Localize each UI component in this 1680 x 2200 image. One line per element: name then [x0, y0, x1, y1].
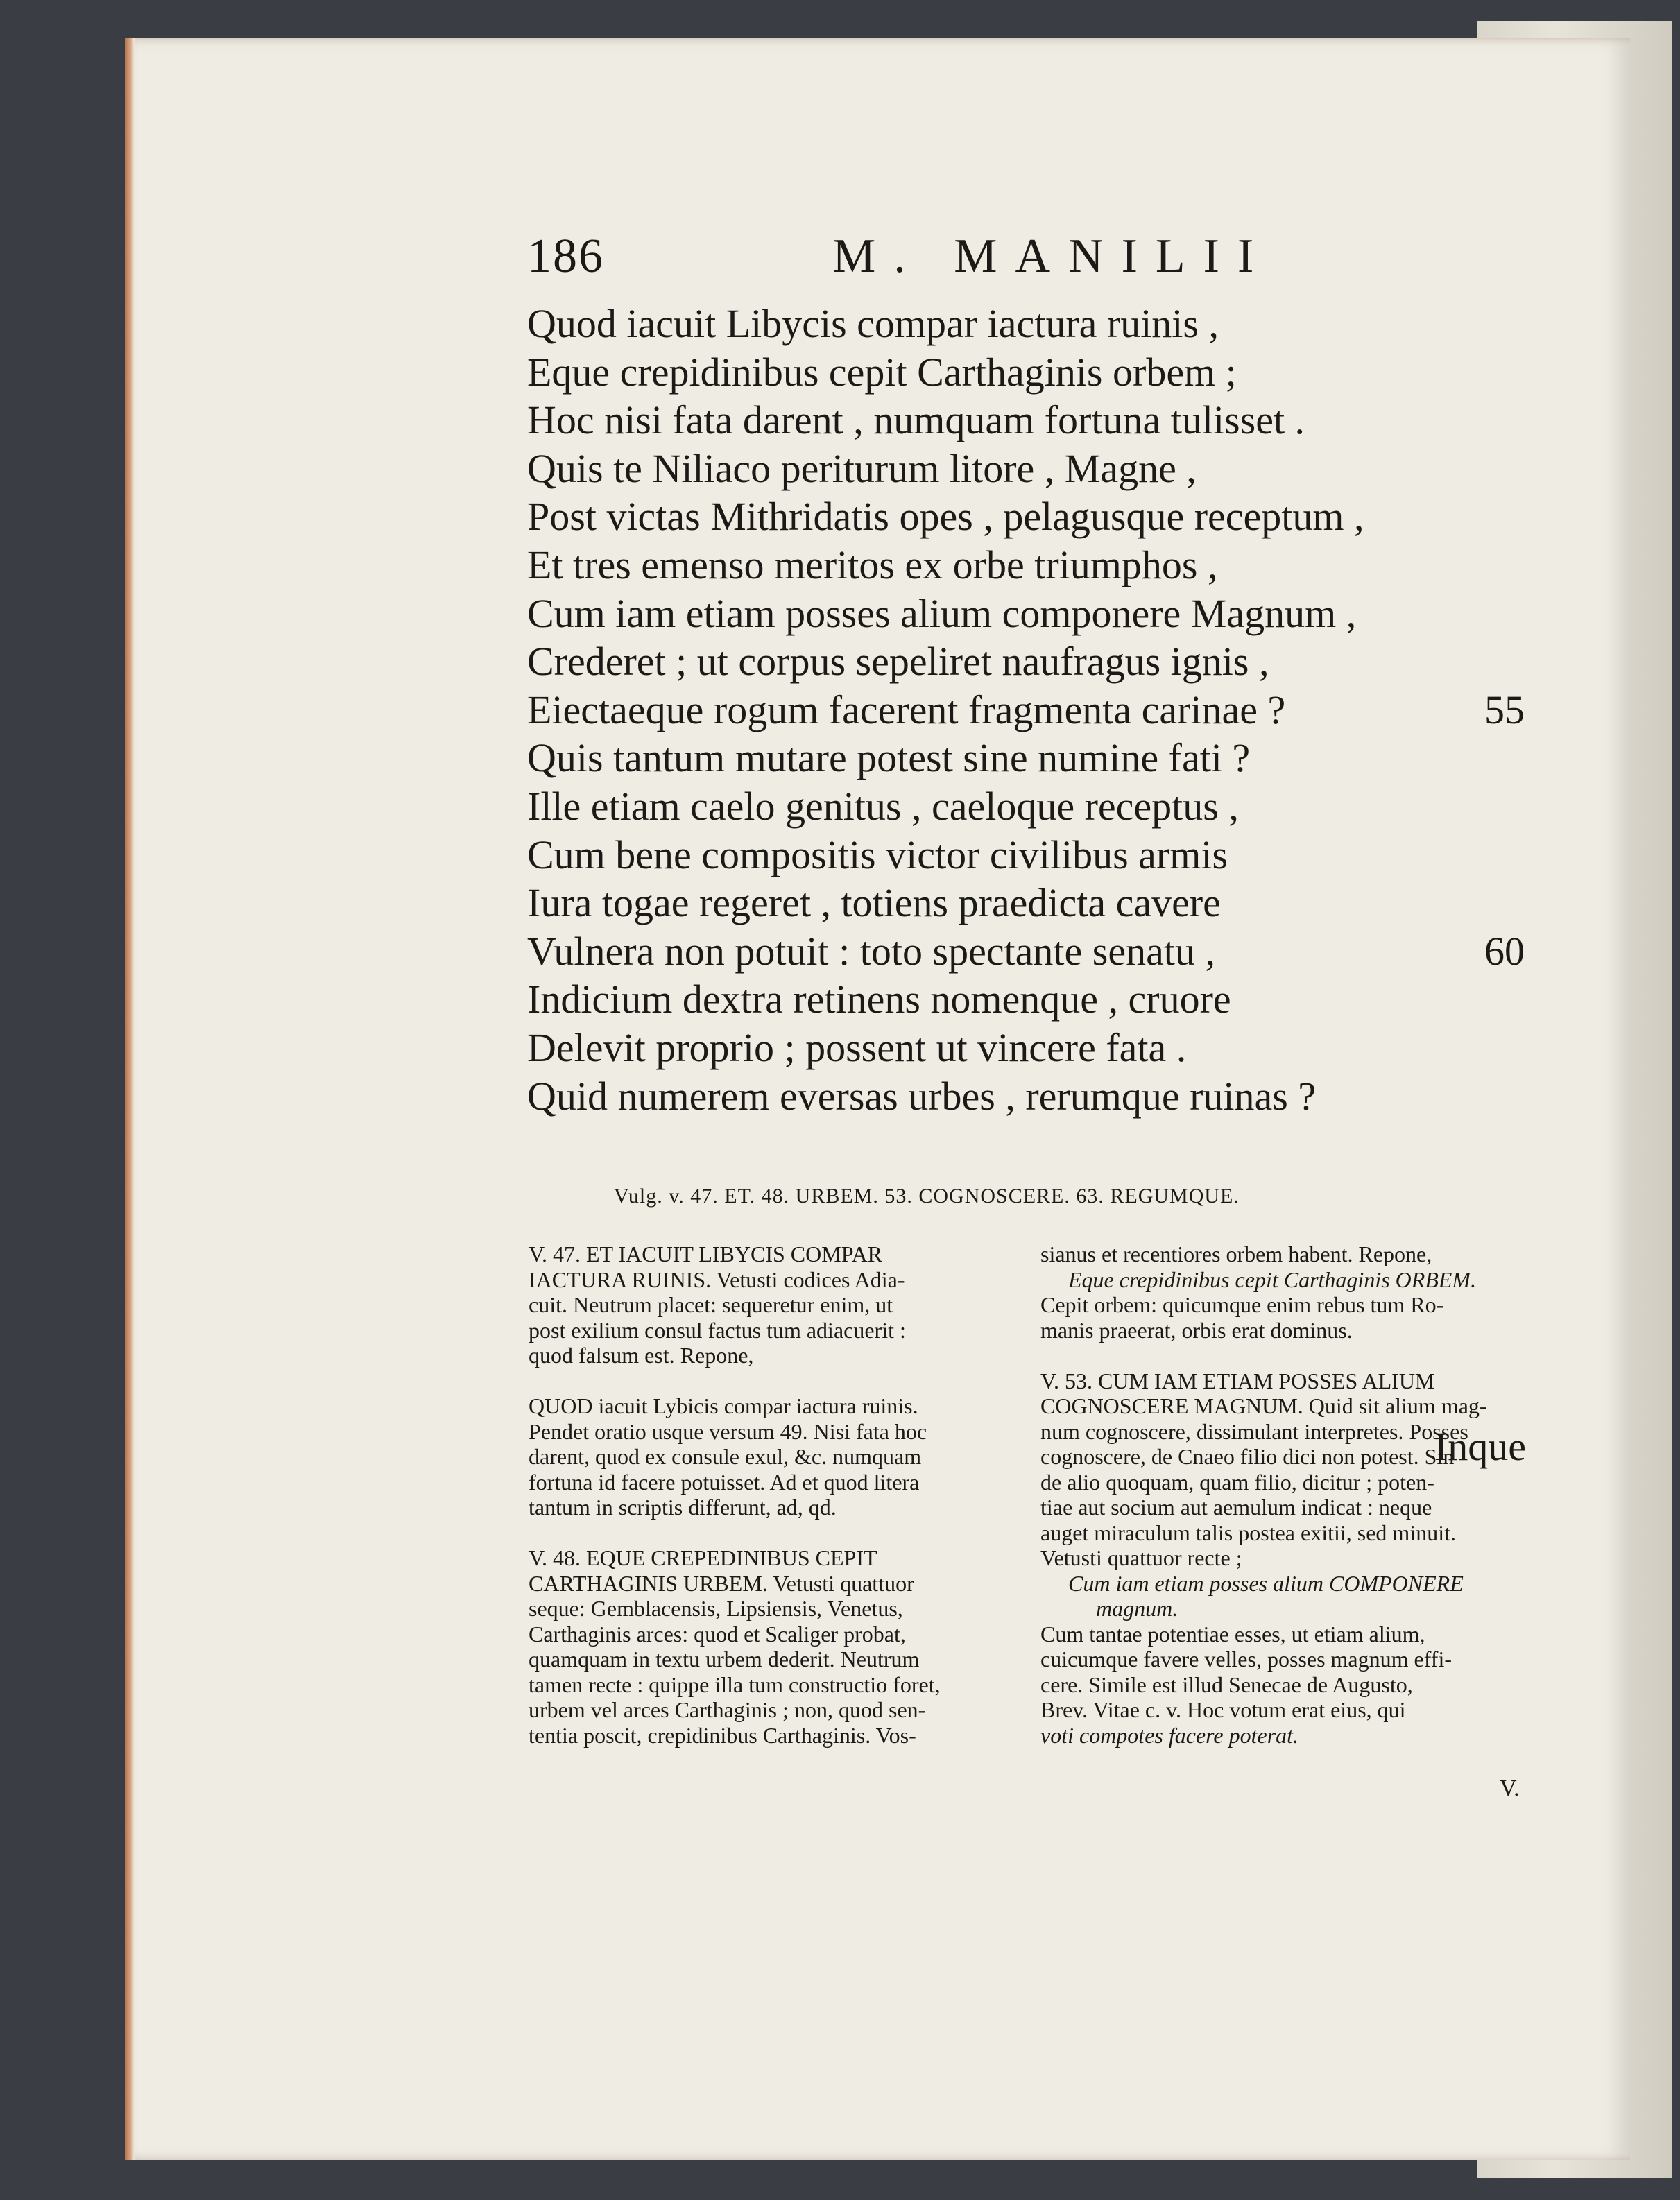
- verse-line: Quis tantum mutare potest sine numine fati ?: [527, 735, 1251, 781]
- note-line: quod falsum est. Repone,: [529, 1343, 754, 1368]
- note-line: Cum iam etiam posses alium COMPONERE: [1068, 1570, 1464, 1596]
- verse-line: Cum bene compositis victor civilibus armis: [527, 832, 1228, 877]
- verse-line: Vulnera non potuit : toto spectante senatu , 60: [527, 927, 1526, 976]
- note-line: sianus et recentiores orbem habent. Repone,: [1040, 1241, 1432, 1266]
- note-line: COGNOSCERE MAGNUM. Quid sit alium mag-: [1040, 1393, 1487, 1418]
- verse-line: Indicium dextra retinens nomenque , cruore: [527, 977, 1231, 1022]
- note-line: cere. Simile est illud Senecae de Augusto,: [1040, 1672, 1413, 1697]
- verse-line: Eiectaeque rogum facerent fragmenta carinae ? 55: [527, 686, 1526, 734]
- note-line: IACTURA RUINIS. Vetusti codices Adia-: [529, 1266, 905, 1292]
- note-line: QUOD iacuit Lybicis compar iactura ruinis.: [529, 1393, 918, 1418]
- note-line: Vetusti quattuor recte ;: [1040, 1545, 1242, 1570]
- note-line: de alio quoquam, quam filio, dicitur ; poten-: [1040, 1469, 1434, 1495]
- page-gutter-edge: [125, 38, 135, 2160]
- note-line: darent, quod ex consule exul, &c. numquam: [529, 1444, 922, 1469]
- line-number: 60: [1484, 928, 1525, 974]
- note-line: Cepit orbem: quicumque enim rebus tum Ro-: [1040, 1292, 1444, 1317]
- note-line: magnum.: [1096, 1596, 1178, 1621]
- note-line: V. 48. EQUE CREPEDINIBUS CEPIT: [529, 1545, 877, 1570]
- note-line: cognoscere, de Cnaeo filio dici non potest. Sin: [1040, 1444, 1455, 1469]
- note-line: tamen recte : quippe illa tum constructio foret,: [529, 1672, 941, 1697]
- note-line: Carthaginis arces: quod et Scaliger probat,: [529, 1621, 906, 1647]
- verse-line: Post victas Mithridatis opes , pelagusque receptum ,: [527, 494, 1364, 540]
- note-line: Brev. Vitae c. v. Hoc votum erat eius, qui: [1040, 1697, 1406, 1722]
- note-line: CARTHAGINIS URBEM. Vetusti quattuor: [529, 1570, 914, 1596]
- note-line: tentia poscit, crepidinibus Carthaginis. Vos-: [529, 1722, 916, 1748]
- note-line: num cognoscere, dissimulant interpretes. Posses: [1040, 1418, 1468, 1444]
- verse-line: Ille etiam caelo genitus , caeloque receptus ,: [527, 783, 1239, 829]
- note-line: Pendet oratio usque versum 49. Nisi fata hoc: [529, 1418, 927, 1444]
- verse-line: Iura togae regeret , totiens praedicta cavere: [527, 880, 1221, 926]
- note-gap: [529, 1520, 1020, 1546]
- note-line: Eque crepidinibus cepit Carthaginis ORBEM.: [1068, 1266, 1477, 1292]
- page-header: [527, 229, 1512, 291]
- note-line: cuit. Neutrum placet: sequeretur enim, ut: [529, 1292, 893, 1317]
- page-number: 186: [527, 230, 604, 283]
- note-line: urbem vel arces Carthaginis ; non, quod sen-: [529, 1697, 926, 1722]
- verse-line: Delevit proprio ; possent ut vincere fata .: [527, 1024, 1187, 1070]
- note-line: seque: Gemblacensis, Lipsiensis, Venetus,: [529, 1596, 903, 1621]
- note-line: Cum tantae potentiae esses, ut etiam alium,: [1040, 1621, 1425, 1647]
- verse-line: Quid numerem eversas urbes , rerumque ruinas ?: [527, 1073, 1317, 1119]
- verse-line: Et tres emenso meritos ex orbe triumphos ,: [527, 542, 1218, 587]
- catchword: Inque: [1434, 1424, 1526, 1469]
- verse-line: Eque crepidinibus cepit Carthaginis orbem ;: [527, 349, 1237, 395]
- verse-line: Quis te Niliaco periturum litore , Magne ,: [527, 445, 1197, 491]
- commentary-right-column: [1040, 1241, 1533, 1748]
- note-line: tantum in scriptis differunt, ad, qd.: [529, 1495, 837, 1520]
- commentary-left-column: [529, 1241, 1020, 1748]
- line-number: 55: [1484, 687, 1525, 732]
- note-line: manis praeerat, orbis erat dominus.: [1040, 1317, 1353, 1343]
- running-title: M. MANILII: [832, 230, 1272, 283]
- note-line: post exilium consul factus tum adiacuerit :: [529, 1317, 906, 1343]
- note-gap: [1040, 1343, 1533, 1368]
- verse-line: Quod iacuit Libycis compar iactura ruinis ,: [527, 301, 1219, 346]
- note-line: quamquam in textu urbem dederit. Neutrum: [529, 1647, 920, 1672]
- verse-line: Hoc nisi fata darent , numquam fortuna tulisset .: [527, 397, 1305, 443]
- note-line: voti compotes facere poterat.: [1040, 1722, 1299, 1748]
- note-line: auget miraculum talis postea exitii, sed minuit.: [1040, 1520, 1456, 1545]
- bottom-catchword: V.: [1500, 1776, 1520, 1801]
- vulgate-variants: Vulg. v. 47. ET. 48. URBEM. 53. COGNOSCERE. 63. REGUMQUE.: [614, 1185, 1240, 1208]
- note-line: fortuna id facere potuisset. Ad et quod litera: [529, 1469, 920, 1495]
- note-line: tiae aut socium aut aemulum indicat : neque: [1040, 1495, 1432, 1520]
- note-line: cuicumque favere velles, posses magnum effi-: [1040, 1647, 1452, 1672]
- verse-line: Cum iam etiam posses alium componere Magnum ,: [527, 590, 1357, 636]
- note-line: V. 47. ET IACUIT LIBYCIS COMPAR: [529, 1241, 883, 1266]
- note-line: V. 53. CUM IAM ETIAM POSSES ALIUM: [1040, 1368, 1435, 1393]
- note-gap: [529, 1368, 1020, 1394]
- verse-line: Crederet ; ut corpus sepeliret naufragus ignis ,: [527, 639, 1269, 685]
